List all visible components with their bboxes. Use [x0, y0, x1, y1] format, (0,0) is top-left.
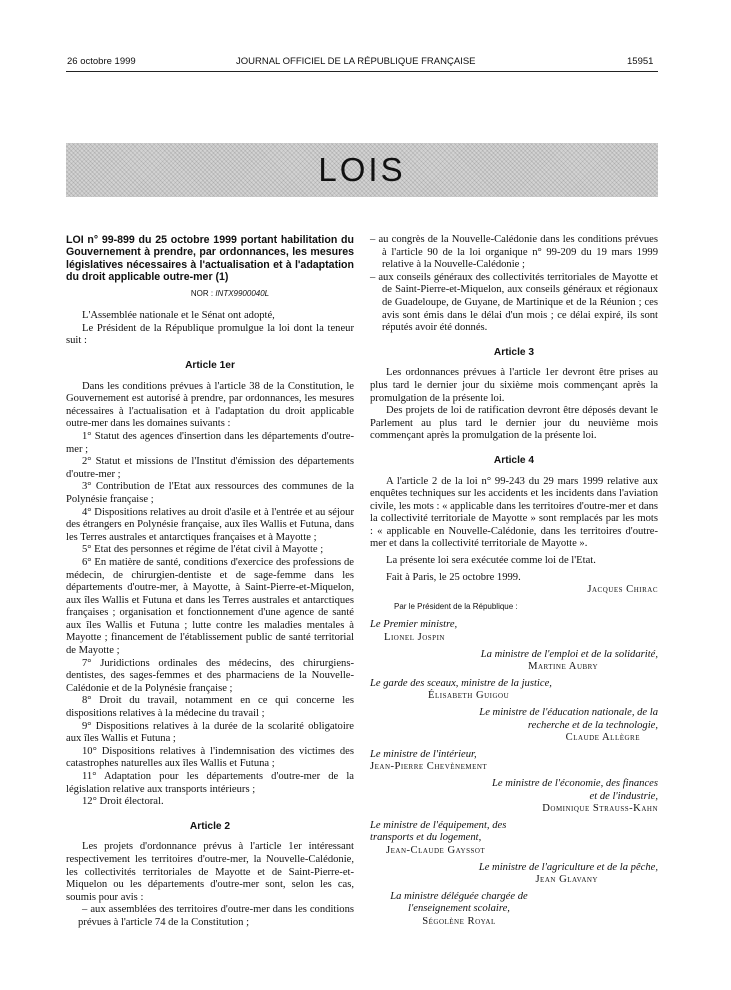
- signatory-name: Lionel Jospin: [384, 632, 445, 644]
- article-1-item: 12° Droit électoral.: [82, 796, 164, 808]
- signatory-role: Le garde des sceaux, ministre de la justice,: [370, 677, 552, 689]
- signatory-name: Martine Aubry: [528, 661, 598, 673]
- signatory: [370, 707, 658, 745]
- signatory: [370, 619, 658, 644]
- header-date: 26 octobre 1999: [67, 56, 136, 67]
- article-4-heading: Article 4: [493, 454, 535, 466]
- signatory-role: Le Premier ministre,: [370, 619, 458, 631]
- article-1-heading: Article 1er: [185, 360, 235, 371]
- article-1-item: 5° Etat des personnes et régime de l'état civil à Mayotte ;: [82, 544, 324, 556]
- intro-adoption: L'Assemblée nationale et le Sénat ont adopté,: [82, 310, 275, 322]
- article-2-item: – aux assemblées des territoires d'outre-mer dans les conditions prévues à l'article 74 de la Constitution ;: [78, 904, 354, 928]
- signatory-role: La ministre de l'emploi et de la solidarité,: [480, 648, 658, 660]
- law-title: LOI n° 99-899 du 25 octobre 1999 portant habilitation du Gouvernement à prendre, par ordonnances, les mesures législatives nécessaires à l'actualisation et à l'adaptation du droit applicable outre-mer (1): [66, 234, 354, 284]
- signatory-name: Jean-Pierre Chevènement: [370, 761, 488, 773]
- signatory: [370, 749, 658, 774]
- right-column: [370, 234, 658, 929]
- article-2-heading: Article 2: [189, 820, 231, 832]
- signatory-role: Le ministre de l'économie, des finances et de l'industrie,: [491, 777, 658, 802]
- signatory: [370, 891, 658, 929]
- article-4-paragraph: A l'article 2 de la loi n° 99-243 du 29 mars 1999 relative aux enquêtes techniques sur les accidents et les incidents dans l'aviation civile, les mots : « applicable dans les territoires d'outre-mer et dans la collectivité territoriale de Mayotte » sont remplacés par les mots : « applicable en Nouvelle-Calédonie, dans les territoires d'outre-mer et dans la collectivité territoriale de Mayotte ».: [370, 475, 658, 550]
- signatory: [370, 862, 658, 887]
- left-column: [66, 234, 354, 930]
- signatory: [370, 820, 658, 858]
- article-1-item: 3° Contribution de l'Etat aux ressources des communes de la Polynésie française ;: [66, 481, 354, 505]
- signatory: [370, 778, 658, 816]
- article-1-intro: Dans les conditions prévues à l'article 38 de la Constitution, le Gouvernement est autorisé à prendre, par ordonnances, les mesures nécessaires à l'actualisation et à l'adaptation du droit applicable outre-mer dans les domaines suivants :: [66, 380, 354, 430]
- closing-place-date: Fait à Paris, le 25 octobre 1999.: [386, 571, 521, 583]
- signatory: [370, 649, 658, 674]
- header-journal-title: JOURNAL OFFICIEL DE LA RÉPUBLIQUE FRANÇAISE: [236, 56, 476, 67]
- signatory-name: Élisabeth Guigou: [428, 690, 510, 702]
- president-name: Jacques Chirac: [587, 584, 658, 596]
- article-1-item: 9° Dispositions relatives à la durée de la scolarité obligatoire aux îles Wallis et Futuna ;: [66, 720, 354, 745]
- signatory-role: Le ministre de l'équipement, des transports et du logement,: [370, 819, 507, 844]
- article-1-item: 4° Dispositions relatives au droit d'asile et à l'entrée et au séjour des étrangers en Polynésie française, aux îles Wallis et Futuna, dans les Terres australes et antarctiques françaises et à Mayotte ;: [66, 506, 354, 543]
- article-3-heading: Article 3: [493, 346, 535, 358]
- article-2-item: – aux conseils généraux des collectivités territoriales de Mayotte et de Saint-Pierre-et-Miquelon, aux conseils généraux et régionaux de Guadeloupe, de Guyane, de Martinique et de la Réunion ; ces avis sont émis dans le délai d'un mois ; ce délai expiré, ils sont réputés avoir été donnés.: [370, 271, 658, 334]
- signatory-role: Le ministre de l'agriculture et de la pêche,: [478, 861, 658, 873]
- signatory-role: Le ministre de l'éducation nationale, de la recherche et de la technologie,: [479, 707, 658, 731]
- signatory-name: Ségolène Royal: [422, 915, 496, 927]
- closing-execution: La présente loi sera exécutée comme loi de l'Etat.: [386, 555, 596, 567]
- article-1-item: 11° Adaptation pour les départements d'outre-mer de la législation relative aux transports intérieurs ;: [66, 771, 354, 795]
- intro-promulgation: Le Président de la République promulgue la loi dont la teneur suit :: [66, 322, 354, 347]
- article-2-intro: Les projets d'ordonnance prévus à l'article 1er intéressant respectivement les territoires d'outre-mer, la Nouvelle-Calédonie, les collectivités territoriales de Mayotte et de Saint-Pierre-et-Miquelon ou les départements d'outre-mer sont, selon les cas, soumis pour avis :: [66, 841, 354, 903]
- nor-value: INTX9900040L: [215, 288, 270, 298]
- signatory-name: Jean-Claude Gayssot: [386, 844, 486, 856]
- article-1-item: 10° Dispositions relatives à l'indemnisation des victimes des catastrophes naturelles aux îles Wallis et Futuna ;: [66, 745, 354, 770]
- article-1-item: 7° Juridictions ordinales des médecins, des chirurgiens-dentistes, des sages-femmes et des pharmaciens de la Nouvelle-Calédonie et de la Polynésie française ;: [66, 657, 354, 694]
- section-banner-title: LOIS: [318, 151, 406, 188]
- signatory-role: La ministre déléguée chargée de l'enseignement scolaire,: [390, 890, 528, 915]
- header-page-number: 15951: [627, 56, 654, 67]
- signatory: [370, 678, 658, 703]
- signatory-name: Claude Allègre: [565, 732, 640, 744]
- nor-label: NOR :: [190, 288, 214, 298]
- signatory-role: Le ministre de l'intérieur,: [370, 748, 477, 760]
- section-banner: [66, 143, 658, 197]
- nor-reference: [106, 288, 354, 301]
- signatory-name: Jean Glavany: [535, 874, 598, 886]
- par-le-president: Par le Président de la République :: [394, 601, 518, 611]
- article-2-item: – au congrès de la Nouvelle-Calédonie dans les conditions prévues à l'article 90 de la loi organique n° 99-209 du 19 mars 1999 relative à la Nouvelle-Calédonie ;: [370, 234, 658, 271]
- article-1-item: 6° En matière de santé, conditions d'exercice des professions de médecin, de chirurgien-dentiste et de sage-femme dans les départements d'outre-mer, à Mayotte, à Saint-Pierre-et-Miquelon, aux îles Wallis et Futuna et dans les Terres australes et antarctiques françaises ; organisation et fonctionnement d'une agence de santé aux îles Wallis et Futuna ; lutte contre les maladies mentales à Mayotte ; financement de l'établissement public de santé territorial de Mayotte ;: [66, 556, 354, 657]
- header-rule: [66, 71, 658, 72]
- article-1-item: 2° Statut et missions de l'Institut d'émission des départements d'outre-mer ;: [66, 456, 354, 480]
- signatory-name: Dominique Strauss-Kahn: [542, 803, 658, 815]
- article-3-paragraph: Des projets de loi de ratification devront être déposés devant le Parlement au plus tard le dernier jour du neuvième mois commençant après la promulgation de la présente loi.: [370, 405, 658, 442]
- article-1-item: 1° Statut des agences d'insertion dans les départements d'outre-mer ;: [66, 430, 354, 455]
- article-1-item: 8° Droit du travail, notamment en ce qui concerne les dispositions relatives à la médecine du travail ;: [66, 695, 354, 720]
- article-3-paragraph: Les ordonnances prévues à l'article 1er devront être prises au plus tard le dernier jour du sixième mois commençant après la promulgation de la présente loi.: [370, 367, 658, 404]
